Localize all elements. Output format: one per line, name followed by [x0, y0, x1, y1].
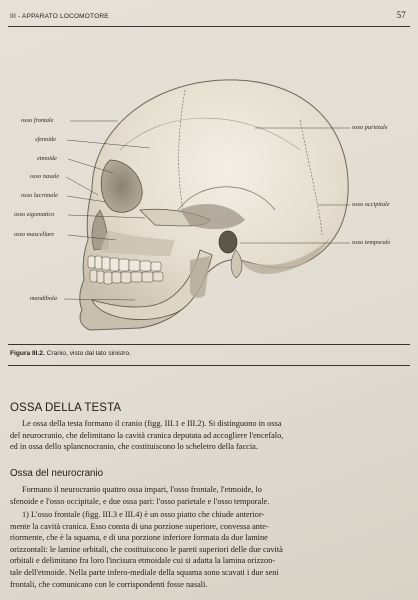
text-line: Formano il neurocranio quattro ossa impari, l'osso frontale, l'etmoide, lo: [22, 485, 262, 494]
intro-paragraph: [10, 418, 406, 453]
text-line: orbitali e delimitano fra loro l'incisura etmoidale cui si adatta la lamina orizzon-: [10, 556, 276, 566]
label-etmoide: etmoide: [37, 155, 57, 162]
label-osso-mascellare: osso mascellare: [14, 231, 55, 238]
label-osso-temporale: osso temporale: [352, 239, 391, 246]
caption-rule-bottom: [8, 365, 410, 366]
caption-text: Cranio, visto dal lato sinistro.: [46, 350, 131, 357]
running-title: III - APPARATO LOCOMOTORE: [10, 13, 109, 20]
header-rule: [8, 26, 410, 27]
caption-label: Figura III.2.: [10, 350, 45, 357]
text-line: 1) L'osso frontale (figg. III.3 e III.4) è un osso piatto che chiude anterior-: [22, 510, 265, 519]
figure-caption: [10, 350, 408, 357]
text-line: frontali, che comunicano con le corrispondenti fosse nasali.: [10, 579, 208, 589]
label-osso-zigomatico: osso zigomatico: [14, 211, 55, 218]
label-mandibola: mandibola: [30, 295, 57, 302]
label-osso-lacrimale: osso lacrimale: [21, 192, 58, 199]
skull-illustration: [0, 60, 418, 340]
text-line: mente la cavità cranica. Esso consta di una porzione superiore, convessa ante-: [10, 521, 269, 531]
subsection-title: Ossa del neurocranio: [10, 468, 104, 479]
text-line: orizzontali: le lamine orbitali, che costituiscono le pareti superiori delle due cavità: [10, 544, 283, 554]
label-sfenoide: sfenoide: [35, 136, 56, 143]
caption-rule-top: [8, 344, 410, 345]
label-osso-frontale: osso frontale: [21, 117, 54, 124]
label-osso-occipitale: osso occipitale: [352, 201, 390, 208]
label-osso-parietale: osso parietale: [352, 124, 388, 131]
page-number: 57: [396, 10, 406, 20]
running-header: [10, 10, 410, 24]
text-line: ed in ossa dello splancnocranio, che costituiscono lo scheletro della faccia.: [10, 442, 258, 452]
paragraph-2: [10, 509, 406, 590]
paragraph-1: [10, 484, 406, 507]
text-line: sfenoide e l'osso occipitale, e due ossa pari: l'osso parietale e l'osso temporale.: [10, 496, 270, 506]
text-line: del neurocranio, che delimitano la cavità cranica deputata ad accogliere l'encefalo,: [10, 430, 284, 440]
skull-figure: [0, 60, 418, 340]
text-line: tale dell'etmoide. Nella parte infero-mediale della squama sono scavati i due seni: [10, 567, 279, 577]
label-osso-nasale: osso nasale: [30, 173, 60, 180]
text-line: Le ossa della testa formano il cranio (figg. III.1 e III.2). Si distinguono in ossa: [22, 419, 282, 428]
text-line: riormente, che è la squama, e di una porzione inferiore formata da due lamine: [10, 533, 268, 543]
section-title: OSSA DELLA TESTA: [10, 402, 122, 414]
